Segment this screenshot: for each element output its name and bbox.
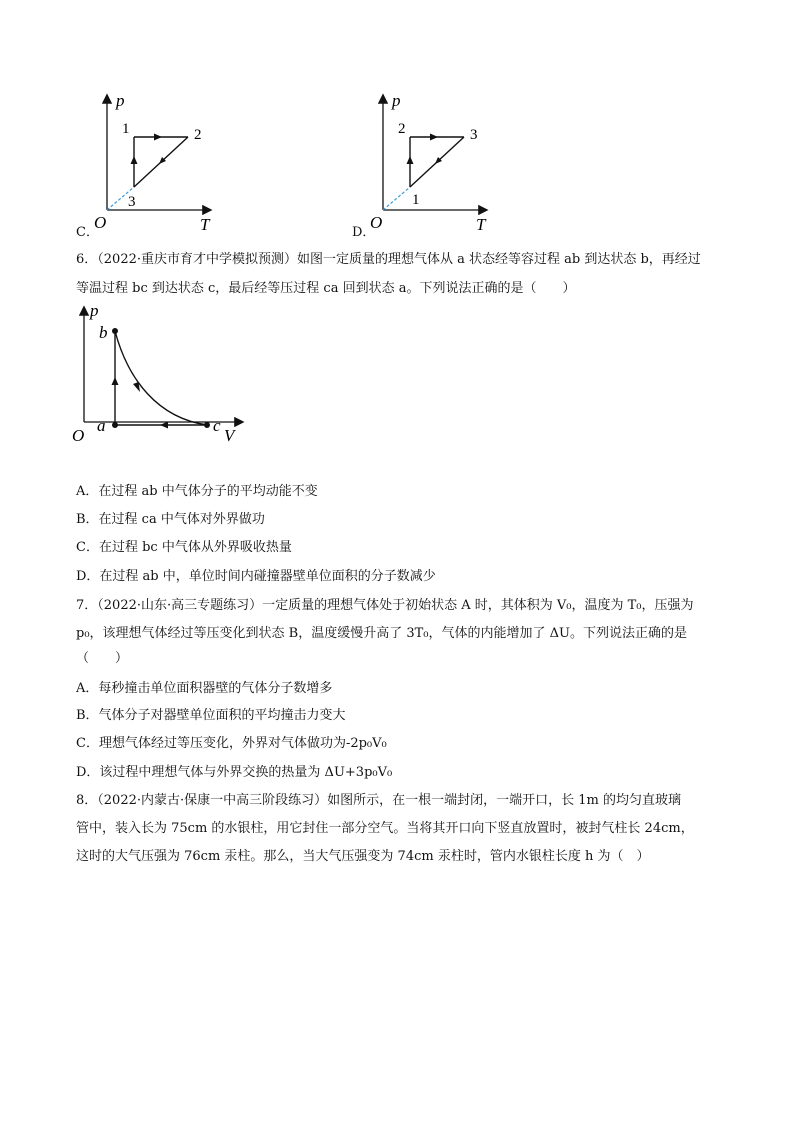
dashed-extension: [383, 187, 410, 210]
state-a-dot: [112, 422, 118, 428]
option-d-label: D．: [352, 225, 376, 240]
q6-option-d: D．在过程 ab 中，单位时间内碰撞器壁单位面积的分子数减少: [76, 569, 436, 584]
q6-stem-line2: 等温过程 bc 到达状态 c，最后经等压过程 ca 回到状态 a。下列说法正确的是（ ）: [76, 281, 576, 296]
arrow-up: [131, 156, 138, 164]
q8-stem-line3: 这时的大气压强为 76cm 汞柱。那么，当大气压强变为 74cm 汞柱时，管内水银柱长度 h 为（ ）: [76, 849, 650, 864]
origin-label: O: [72, 426, 85, 445]
q6-pv-diagram: [66, 300, 256, 450]
q8-stem-line2: 管中，装入长为 75cm 的水银柱，用它封住一部分空气。当将其开口向下竖直放置时，被封气柱长 24cm，: [76, 821, 694, 836]
p-label: p: [116, 91, 125, 110]
a-label: a: [97, 416, 106, 435]
q6-option-c: C．在过程 bc 中气体从外界吸收热量: [76, 540, 292, 555]
v-label: V: [224, 426, 235, 445]
q7-option-c: C．理想气体经过等压变化，外界对气体做功为-2p₀V₀: [76, 736, 387, 751]
q7-stem-line1: 7．（2022·山东·高三专题练习）一定质量的理想气体处于初始状态 A 时，其体积为 V₀，温度为 T₀，压强为: [76, 598, 694, 613]
state-2-label: 2: [398, 121, 406, 137]
arrow-right: [430, 134, 438, 141]
option-c-label: C．: [76, 225, 99, 240]
state-2-label: 2: [194, 127, 202, 143]
origin-label: O: [370, 213, 383, 232]
q8-stem-line1: 8．（2022·内蒙古·保康一中高三阶段练习）如图所示，在一根一端封闭，一端开口，长 1m 的均匀直玻璃: [76, 793, 681, 808]
q7-option-d: D．该过程中理想气体与外界交换的热量为 ΔU+3p₀V₀: [76, 765, 393, 780]
state-1-label: 1: [122, 121, 130, 137]
state-c-dot: [204, 422, 210, 428]
c-label: c: [213, 416, 221, 435]
q6-option-b: B．在过程 ca 中气体对外界做功: [76, 512, 265, 527]
q6-option-a: A．在过程 ab 中气体分子的平均动能不变: [76, 484, 318, 499]
figure-d: [346, 88, 506, 238]
arrow-up: [407, 156, 414, 164]
q6-stem-line1: 6．（2022·重庆市育才中学模拟预测）如图一定质量的理想气体从 a 状态经等容过程 ab 到达状态 b，再经过: [76, 252, 701, 267]
origin-label: O: [94, 213, 107, 232]
q7-option-a: A．每秒撞击单位面积器壁的气体分子数增多: [76, 681, 333, 696]
arrow-right: [154, 134, 162, 141]
arrow-ab: [112, 377, 119, 385]
state-b-dot: [112, 328, 118, 334]
b-label: b: [99, 323, 108, 342]
q7-stem-line3: （ ）: [76, 651, 129, 666]
t-label: T: [200, 215, 210, 234]
figure-c: [70, 88, 230, 238]
state-3-label: 3: [470, 127, 478, 143]
process-bc: [115, 331, 207, 425]
state-3-label: 3: [128, 194, 136, 210]
q7-stem-line2: p₀，该理想气体经过等压变化到状态 B，温度缓慢升高了 3T₀，气体的内能增加了 ΔU。下列说法正确的是: [76, 626, 687, 641]
p-label: p: [90, 301, 99, 320]
state-1-label: 1: [412, 192, 420, 208]
q7-option-b: B．气体分子对器壁单位面积的平均撞击力变大: [76, 708, 346, 723]
t-label: T: [476, 215, 486, 234]
p-label: p: [392, 91, 401, 110]
